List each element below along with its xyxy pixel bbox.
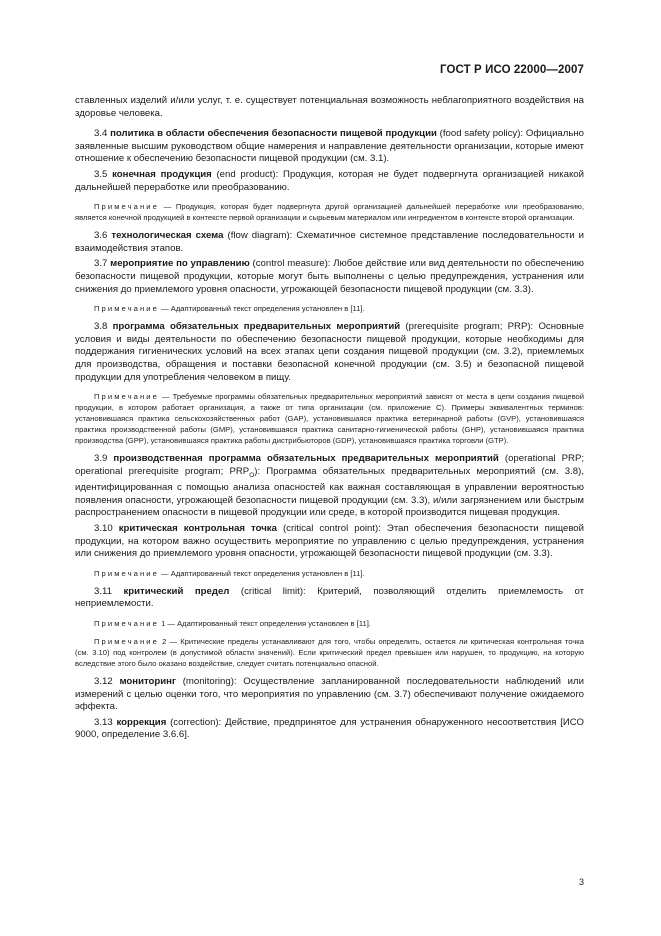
clause-3-7 xyxy=(75,258,584,296)
note-3-8 xyxy=(75,391,584,446)
note-label: Примечание xyxy=(94,392,159,402)
continuation-paragraph: ставленных изделий и/или услуг, т. е. существует потенциальная возможность неблагоприятного воздействия на здоровье человека. xyxy=(75,95,584,119)
note-3-11-1 xyxy=(75,618,584,629)
clause-3-9 xyxy=(75,453,584,520)
note-text: — Адаптированный текст определения установлен в [11]. xyxy=(158,304,365,314)
clause-term: мероприятие по управлению xyxy=(110,258,250,270)
clause-text: (critical limit): Критерий, позволяющий отделить приемлемость от неприемлемости. xyxy=(75,585,584,610)
clause-term: критическая контрольная точка xyxy=(118,522,277,534)
note-text: — Требуемые программы обязательных предварительных мероприятий зависят от места в цепи создания пищевой продукции, в котором работает организация, а также от типа организации (см. приложение С). Примеры эквивалентных терминов: установившаяся практика сельскохозяйственных работ (GAP), установившаяся практика ветеринарной работы (GVP), установившаяся практика производственной работы (GMP), установившаяся практика санитарно-гигиенической работы (GHP), установившаяся практика производства (GPP), установившаяся практика работы дистрибьюторов (GDP), установившаяся практика торговли (GTP). xyxy=(75,392,584,446)
clause-3-12 xyxy=(75,676,584,714)
clause-3-5 xyxy=(75,169,584,194)
clause-text: (prerequisite program; PRP): Основные условия и виды деятельности по обеспечению безопасности пищевой продукции, которые необходимы для поддержания гигиенических условий на всех этапах цепи создания пищевой продукции (см. 3.2), приемлемых для производства, обращения и поставки безопасной конечной продукции (см. 3.5) и безопасной пищевой продукции для употребления человеком в пищу. xyxy=(75,321,584,383)
note-label: Примечание xyxy=(94,304,159,314)
clause-text: (flow diagram): Схематичное системное представление последовательности и взаимодействия этапов. xyxy=(75,230,585,254)
clause-number: 3.9 xyxy=(94,453,108,465)
clause-3-11 xyxy=(75,586,584,611)
note-text: 2 — Критические пределы устанавливают для того, чтобы определить, остается ли критическая контрольная точка (см. 3.10) под контролем (в допустимой области значений). Если критический предел превышен или нарушен, то продукцию, на которую вследствие этого было оказано воздействие, следует считать потенциально опасной. xyxy=(75,636,584,668)
clause-term: критический предел xyxy=(123,585,230,597)
clause-text: (monitoring): Осуществление запланированной последовательности наблюдений или измерений с целью оценки того, что мероприятия по управлению (см. 3.7) обеспечивают получение ожидаемого эффекта. xyxy=(75,675,584,713)
clause-3-6 xyxy=(75,230,584,255)
clause-text: (end product): Продукция, которая не будет подвергнута организацией никакой дальнейшей переработке или преобразованию. xyxy=(75,168,584,193)
clause-text: (critical control point): Этап обеспечения безопасности пищевой продукции, на котором важно осуществить мероприятие по управлению с целью предупреждения, устранения или снижения до приемлемого уровня опасности, угрожающей безопасности пищевой продукции (см. 3.3). xyxy=(75,522,585,560)
clause-term: коррекция xyxy=(116,716,167,728)
clause-term: политика в области обеспечения безопасности пищевой продукции xyxy=(110,128,437,140)
clause-term: производственная программа обязательных предварительных мероприятий xyxy=(113,453,499,465)
clause-number: 3.4 xyxy=(94,128,108,140)
clause-number: 3.10 xyxy=(94,522,113,534)
note-label: Примечание xyxy=(94,568,159,578)
clause-text: (control measure): Любое действие или вид деятельности по обеспечению безопасности пищевой продукции, которые могут быть выполнены с целью предупреждения, устранения или снижения до приемлемого уровня опасности, угрожающей безопасности пищевой продукции (см. 3.3). xyxy=(75,258,584,295)
note-3-5 xyxy=(75,201,584,223)
clause-number: 3.5 xyxy=(94,168,108,180)
document-header: ГОСТ Р ИСО 22000—2007 xyxy=(439,64,584,76)
clause-3-10 xyxy=(75,523,584,561)
note-label: Примечание xyxy=(94,618,159,628)
clause-text: (correction): Действие, предпринятое для устранения обнаруженного несоответствия [ИСО 9000, определение 3.6.6]. xyxy=(75,716,584,741)
clause-number: 3.11 xyxy=(94,585,112,597)
clause-term: конечная продукция xyxy=(112,168,212,180)
clause-number: 3.8 xyxy=(94,321,108,333)
note-text: — Адаптированный текст определения установлен в [11]. xyxy=(158,568,365,578)
note-label: Примечание xyxy=(94,202,159,212)
clause-text-cont: ): Программа обязательных предварительных мероприятий (см. 3.8), идентифицированная с помощью анализа опасностей как важная составляющая в управлении вероятностью появления опасности, угрожающей безопасности пищевой продукции (см. 3.3), и/или загрязнением или быстрым распространением опасности в пищевой продукции или среде, в которой производится пищевая продукция. xyxy=(75,465,584,519)
clause-number: 3.6 xyxy=(94,230,108,242)
clause-term: программа обязательных предварительных мероприятий xyxy=(112,321,401,333)
note-3-7 xyxy=(75,303,584,314)
clause-3-13 xyxy=(75,717,584,742)
clause-3-8 xyxy=(75,321,584,384)
document-body xyxy=(75,95,584,745)
clause-text: (food safety policy): Официально заявленные высшим руководством общие намерения и направление деятельности организации, которые имеют отношение к обеспечению безопасности пищевой продукции (см. 3.1). xyxy=(75,128,584,165)
note-label: Примечание xyxy=(94,636,159,646)
note-3-11-2 xyxy=(75,636,584,669)
clause-term: мониторинг xyxy=(119,675,176,687)
clause-subscript: O xyxy=(249,471,255,479)
page-number: 3 xyxy=(578,877,584,887)
clause-number: 3.7 xyxy=(94,258,108,270)
note-3-10 xyxy=(75,568,584,579)
clause-text: (operational PRP; operational prerequisite program; PRP xyxy=(75,453,585,477)
clause-term: технологическая схема xyxy=(111,230,224,242)
clause-3-4 xyxy=(75,128,584,166)
clause-number: 3.12 xyxy=(94,675,113,687)
note-text: 1 — Адаптированный текст определения установлен в [11]. xyxy=(158,618,371,628)
clause-number: 3.13 xyxy=(94,716,113,728)
note-text: — Продукция, которая будет подвергнута другой организацией дальнейшей переработке или преобразованию, является конечной продукцией в контексте первой организации и сырьевым материалом или ингредиентом в контексте второй организации. xyxy=(75,202,584,223)
